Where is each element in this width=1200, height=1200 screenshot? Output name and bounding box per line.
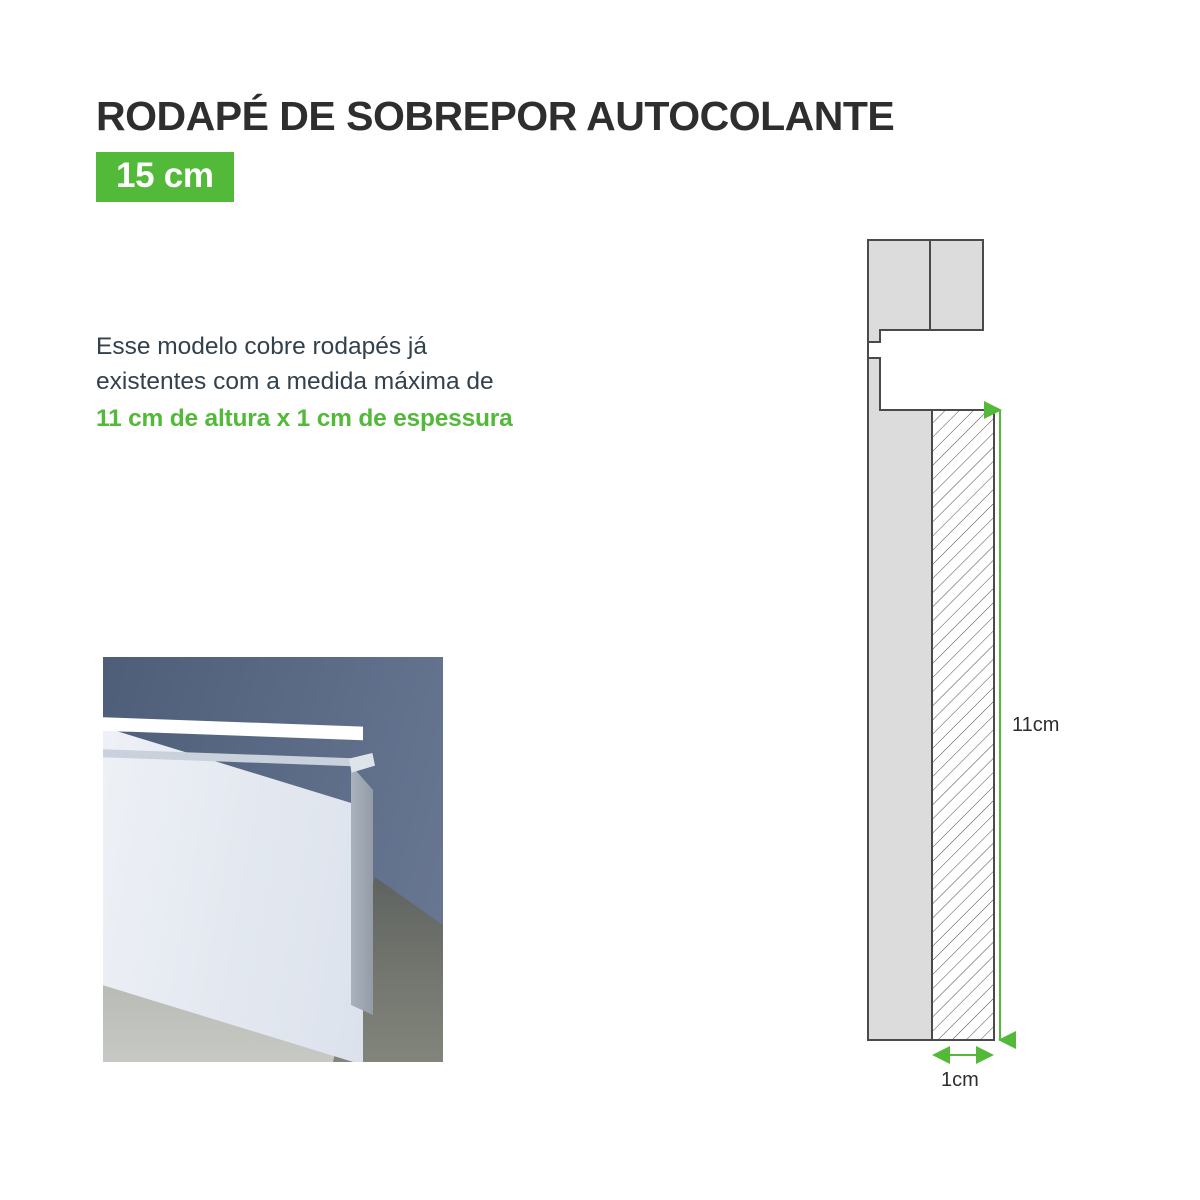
height-dimension-label: 11cm [1012, 714, 1060, 736]
height-dimension [1000, 410, 1059, 1040]
page-title: RODAPÉ DE SOBREPOR AUTOCOLANTE [96, 93, 895, 139]
description-highlight: 11 cm de altura x 1 cm de espessura [96, 404, 513, 432]
width-dimension [934, 1055, 992, 1091]
width-dimension-label: 1cm [941, 1069, 979, 1091]
description-text [96, 330, 616, 436]
page-header [96, 95, 916, 202]
existing-baseboard-hatched [932, 410, 994, 1040]
description-line-2: existentes com a medida máxima de [96, 367, 494, 395]
technical-drawing [820, 210, 1120, 1110]
size-badge: 15 cm [96, 152, 234, 202]
product-photo [103, 657, 443, 1062]
description-line-1: Esse modelo cobre rodapés já [96, 333, 427, 360]
photo-skirting-end [351, 765, 373, 1015]
